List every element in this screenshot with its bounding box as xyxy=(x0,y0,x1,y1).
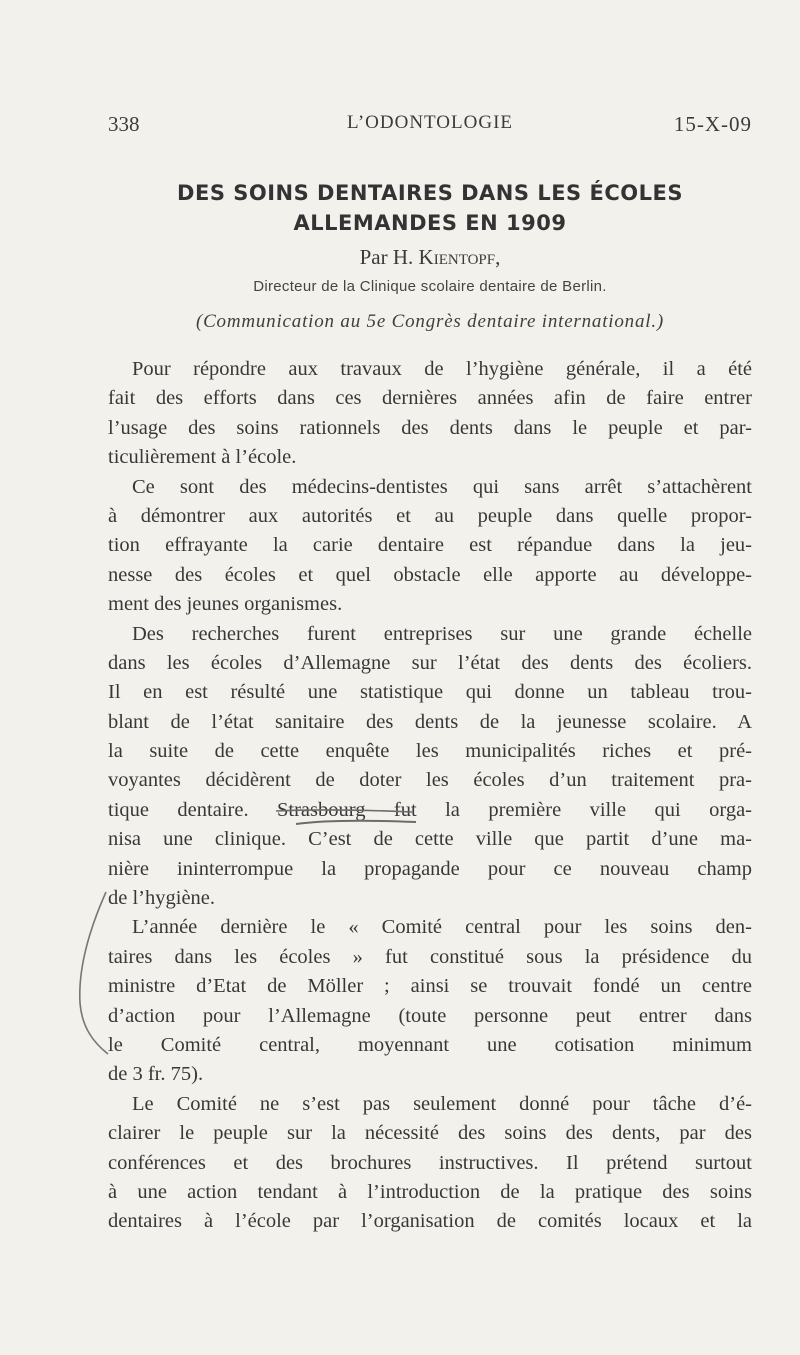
text-line: la suite de cette enquête les municipalités riches et pré- xyxy=(108,740,752,763)
text-line: taires dans les écoles » fut constitué sous la présidence du xyxy=(108,945,752,968)
text-line: clairer le peuple sur la nécessité des soins des dents, par des xyxy=(108,1122,752,1145)
title-line-1: DES SOINS DENTAIRES DANS LES ÉCOLES xyxy=(177,181,683,205)
text-line: nesse des écoles et quel obstacle elle apporte au développe- xyxy=(108,563,752,586)
text-line: Il en est résulté une statistique qui donne un tableau trou- xyxy=(108,681,752,704)
text-line: de 3 fr. 75). xyxy=(108,1063,204,1086)
text-line: tion effrayante la carie dentaire est répandue dans la jeu- xyxy=(108,534,752,557)
byline-prefix: Par H. xyxy=(359,245,419,269)
text-line: L’année dernière le « Comité central pour les soins den- xyxy=(132,916,752,939)
text-line: Des recherches furent entreprises sur une grande échelle xyxy=(132,622,752,645)
author-name: Kientopf, xyxy=(418,245,501,269)
pencil-margin-bracket xyxy=(70,888,120,1058)
byline xyxy=(108,245,752,270)
text-line: à une action tendant à l’introduction de la pratique des soins xyxy=(108,1180,752,1203)
text-line: ment des jeunes organismes. xyxy=(108,593,343,616)
article-title xyxy=(108,178,752,238)
journal-title: L’ODONTOLOGIE xyxy=(346,112,514,133)
text-line: l’usage des soins rationnels des dents dans le peuple et par- xyxy=(108,416,752,439)
title-line-2: ALLEMANDES EN 1909 xyxy=(293,211,567,235)
text-line: de l’hygiène. xyxy=(108,887,216,910)
text-line: dentaires à l’école par l’organisation de comités locaux et la xyxy=(108,1210,752,1233)
text-line: nisa une clinique. C’est de cette ville que partit d’une ma- xyxy=(108,828,752,851)
author-affiliation: Directeur de la Clinique scolaire dentaire de Berlin. xyxy=(253,278,607,295)
pencil-underline-mark xyxy=(256,808,416,828)
communication-note: (Communication au 5e Congrès dentaire international.) xyxy=(195,311,665,332)
text-line: à démontrer aux autorités et au peuple dans quelle propor- xyxy=(108,504,752,527)
text-line: blant de l’état sanitaire des dents de la jeunesse scolaire. A xyxy=(108,710,752,733)
text-line: le Comité central, moyennant une cotisation minimum xyxy=(108,1033,752,1056)
text-line: ticulièrement à l’école. xyxy=(108,446,297,469)
text-line: Pour répondre aux travaux de l’hygiène générale, il a été xyxy=(132,358,752,380)
issue-date: 15-X-09 xyxy=(673,112,752,136)
text-line: nière ininterrompue la propagande pour ce nouveau champ xyxy=(108,857,752,880)
text-line: Ce sont des médecins-dentistes qui sans arrêt s’attachèrent xyxy=(132,475,752,498)
text-line: ministre d’Etat de Möller ; ainsi se trouvait fondé un centre xyxy=(108,975,752,998)
page-number: 338 xyxy=(108,112,140,136)
text-line: fait des efforts dans ces dernières années afin de faire entrer xyxy=(108,387,752,410)
text-line: Le Comité ne s’est pas seulement donné pour tâche d’é- xyxy=(132,1092,752,1115)
text-line: dans les écoles d’Allemagne sur l’état des dents des écoliers. xyxy=(108,651,752,674)
text-line: voyantes décidèrent de doter les écoles d’un traitement pra- xyxy=(108,769,752,792)
text-line: d’action pour l’Allemagne (toute personne peut entrer dans xyxy=(108,1004,752,1027)
article-body xyxy=(108,355,752,1237)
text-line: conférences et des brochures instructives. Il prétend surtout xyxy=(108,1151,752,1174)
text-line: tique dentaire. Strasbourg fut la première ville qui orga- xyxy=(108,798,752,821)
